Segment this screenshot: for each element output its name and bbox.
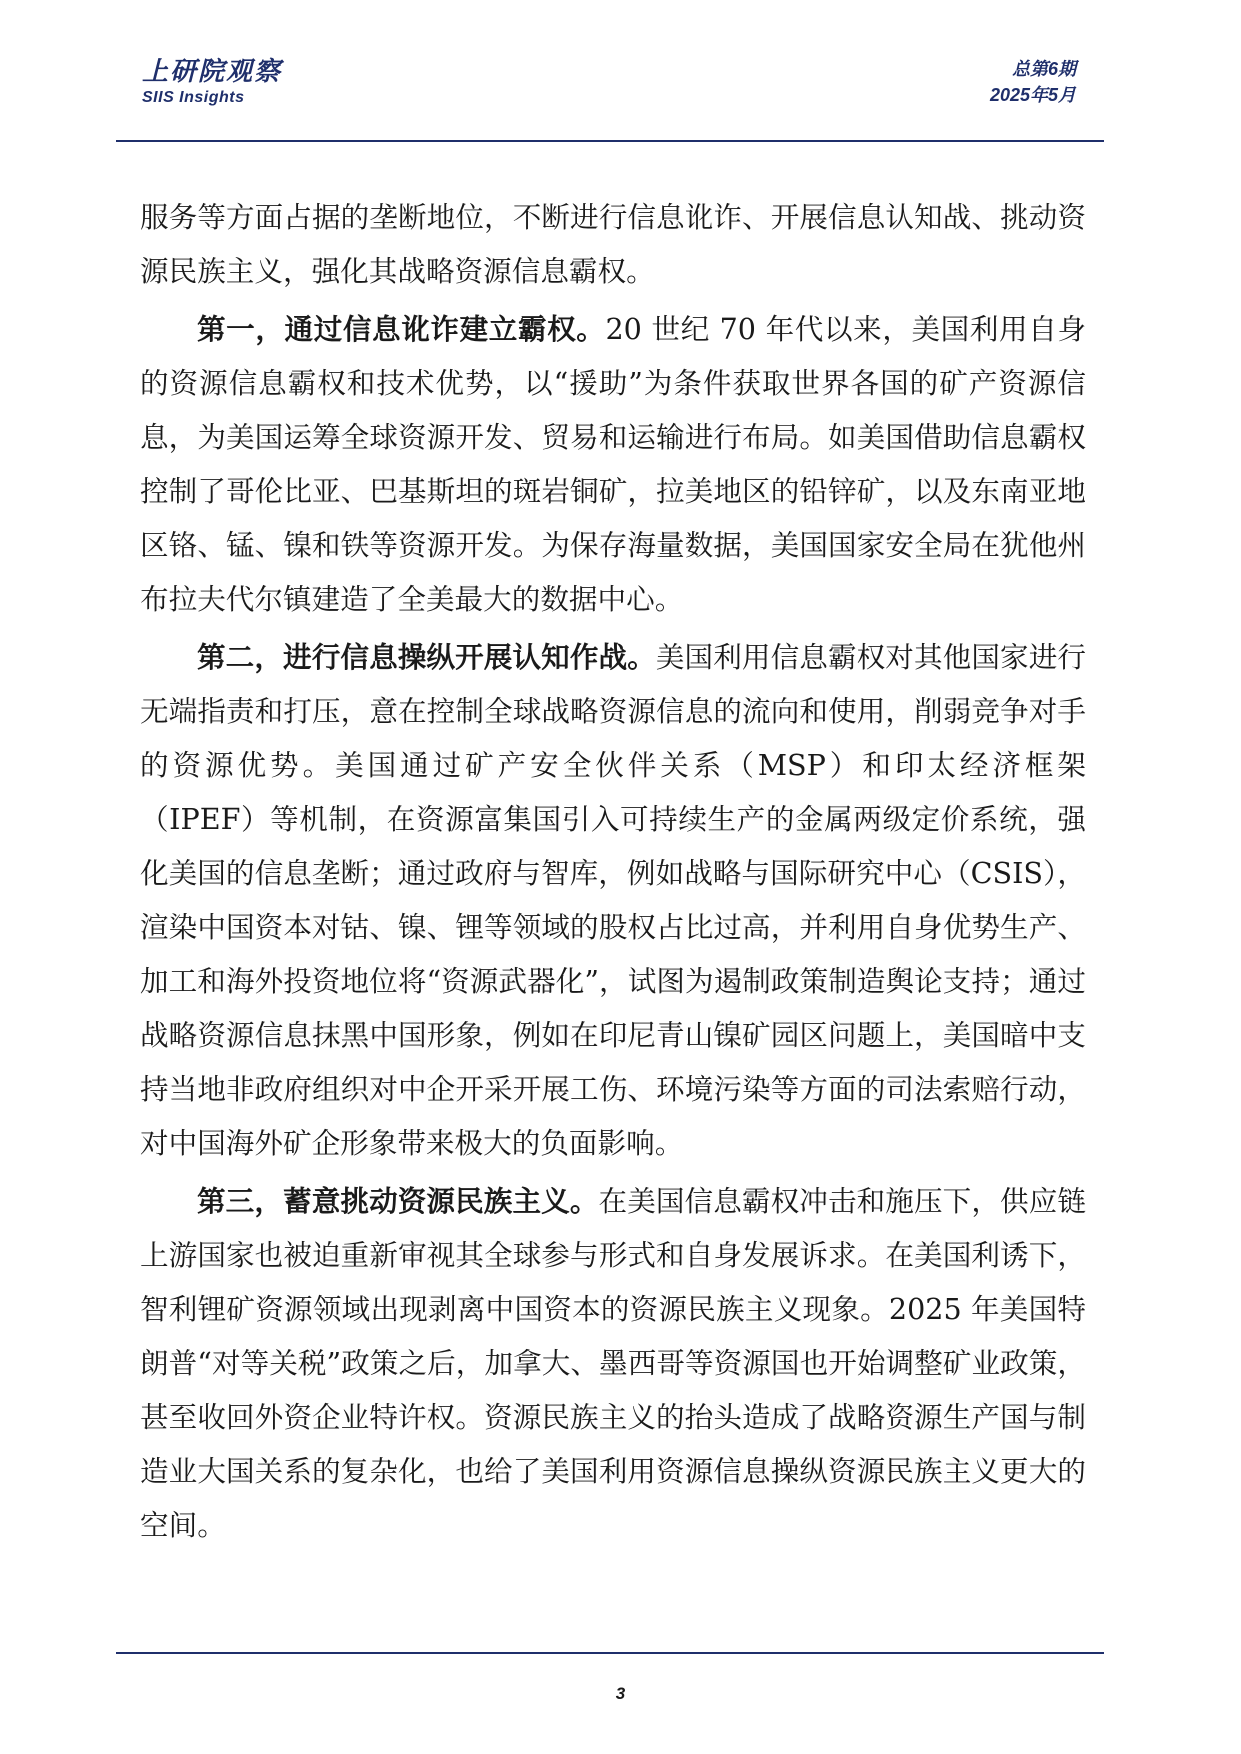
point-heading: 第三，蓄意挑动资源民族主义。 <box>197 1184 599 1218</box>
header-divider <box>116 140 1104 142</box>
brand-title-cn: 上研院观察 <box>142 57 283 87</box>
issue-info <box>990 56 1076 108</box>
footer-divider <box>116 1652 1104 1654</box>
point-text: 20 世纪 70 年代以来，美国利用自身的资源信息霸权和技术优势，以“援助”为条件获取世界各国的矿产资源信息，为美国运筹全球资源开发、贸易和运输进行布局。如美国借助信息霸权控制了哥伦比亚、巴基斯坦的斑岩铜矿，拉美地区的铅锌矿，以及东南亚地区铬、锰、镍和铁等资源开发。为保存海量数据，美国国家安全局在犹他州布拉夫代尔镇建造了全美最大的数据中心。 <box>140 312 1086 616</box>
point-heading: 第二，进行信息操纵开展认知作战。 <box>197 640 656 674</box>
point-heading: 第一，通过信息讹诈建立霸权。 <box>197 312 606 346</box>
page-number: 3 <box>615 1684 626 1703</box>
article-body <box>140 190 1086 1556</box>
point-text: 美国利用信息霸权对其他国家进行无端指责和打压，意在控制全球战略资源信息的流向和使用，削弱竞争对手的资源优势。美国通过矿产安全伙伴关系（MSP）和印太经济框架（IPEF）等机制，在资源富集国引入可持续生产的金属两级定价系统，强化美国的信息垄断；通过政府与智库，例如战略与国际研究中心（CSIS），渲染中国资本对钴、镍、锂等领域的股权占比过高，并利用自身优势生产、加工和海外投资地位将“资源武器化”，试图为遏制政策制造舆论支持；通过战略资源信息抹黑中国形象，例如在印尼青山镍矿园区问题上，美国暗中支持当地非政府组织对中企开采开展工伤、环境污染等方面的司法索赔行动，对中国海外矿企形象带来极大的负面影响。 <box>140 640 1086 1160</box>
paragraph-first-point <box>140 302 1086 626</box>
paragraph-third-point <box>140 1174 1086 1552</box>
issue-number: 总第6期 <box>1011 59 1076 79</box>
paragraph-second-point <box>140 630 1086 1170</box>
point-text: 在美国信息霸权冲击和施压下，供应链上游国家也被迫重新审视其全球参与形式和自身发展诉求。在美国利诱下，智利锂矿资源领域出现剥离中国资本的资源民族主义现象。2025 年美国特朗普“对等关税”政策之后，加拿大、墨西哥等资源国也开始调整矿业政策，甚至收回外资企业特许权。资源民族主义的抬头造成了战略资源生产国与制造业大国关系的复杂化，也给了美国利用资源信息操纵资源民族主义更大的空间。 <box>140 1184 1086 1542</box>
paragraph-continuation: 服务等方面占据的垄断地位，不断进行信息讹诈、开展信息认知战、挑动资源民族主义，强化其战略资源信息霸权。 <box>140 200 1086 288</box>
brand-title-en: SIIS Insights <box>142 89 245 106</box>
brand-logo <box>142 56 442 108</box>
issue-date: 2025年5月 <box>989 85 1076 105</box>
